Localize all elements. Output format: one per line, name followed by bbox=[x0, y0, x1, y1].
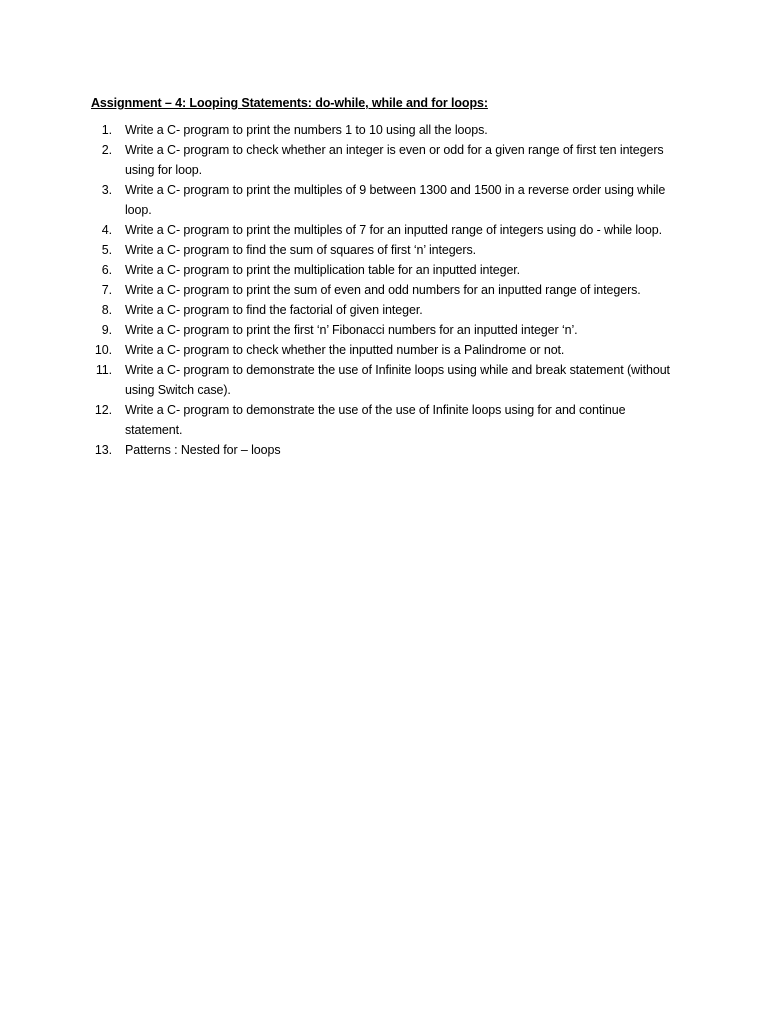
list-item bbox=[91, 280, 708, 300]
item-text: Write a C- program to print the multiples of 7 for an inputted range of integers using do - while loop. bbox=[125, 223, 662, 237]
item-number: 13. bbox=[94, 443, 112, 457]
list-item bbox=[91, 260, 708, 280]
item-text: Write a C- program to print the multiples of 9 between 1300 and 1500 in a reverse order using while loop. bbox=[125, 183, 666, 217]
list-item bbox=[91, 300, 708, 320]
assignment-title: Assignment – 4: Looping Statements: do-while, while and for loops: bbox=[91, 96, 488, 110]
item-text: Write a C- program to demonstrate the use of Infinite loops using while and break statement (without using Switch case). bbox=[125, 363, 670, 397]
item-number: 6. bbox=[101, 263, 112, 277]
item-number: 11. bbox=[95, 363, 112, 377]
item-text: Write a C- program to print the first ‘n’ Fibonacci numbers for an inputted integer ‘n’. bbox=[125, 323, 578, 337]
item-text: Write a C- program to find the sum of squares of first ‘n’ integers. bbox=[125, 243, 476, 257]
item-number: 10. bbox=[94, 343, 112, 357]
list-item bbox=[91, 320, 708, 340]
assignment-list bbox=[91, 120, 708, 460]
item-number: 8. bbox=[101, 303, 112, 317]
item-number: 9. bbox=[101, 323, 112, 337]
list-item bbox=[91, 340, 708, 360]
item-text: Write a C- program to find the factorial of given integer. bbox=[125, 303, 423, 317]
list-item bbox=[91, 220, 708, 240]
list-item bbox=[91, 440, 708, 460]
item-number: 4. bbox=[101, 223, 112, 237]
list-item bbox=[91, 360, 708, 400]
list-item bbox=[91, 180, 708, 220]
item-text: Write a C- program to print the numbers 1 to 10 using all the loops. bbox=[125, 123, 488, 137]
list-item bbox=[91, 140, 708, 180]
item-number: 12. bbox=[94, 403, 112, 417]
item-number: 1. bbox=[101, 123, 112, 137]
item-number: 7. bbox=[101, 283, 112, 297]
item-text: Write a C- program to check whether an integer is even or odd for a given range of first ten integers using for loop. bbox=[125, 143, 664, 177]
item-text: Write a C- program to print the multiplication table for an inputted integer. bbox=[125, 263, 521, 277]
item-number: 2. bbox=[101, 143, 112, 157]
list-item bbox=[91, 120, 708, 140]
list-item bbox=[91, 240, 708, 260]
item-number: 5. bbox=[101, 243, 112, 257]
item-text: Write a C- program to demonstrate the use of the use of Infinite loops using for and continue statement. bbox=[125, 403, 626, 437]
item-number: 3. bbox=[101, 183, 112, 197]
item-text: Write a C- program to print the sum of even and odd numbers for an inputted range of integers. bbox=[125, 283, 641, 297]
item-text: Patterns : Nested for – loops bbox=[125, 443, 281, 457]
list-item bbox=[91, 400, 708, 440]
item-text: Write a C- program to check whether the inputted number is a Palindrome or not. bbox=[125, 343, 565, 357]
